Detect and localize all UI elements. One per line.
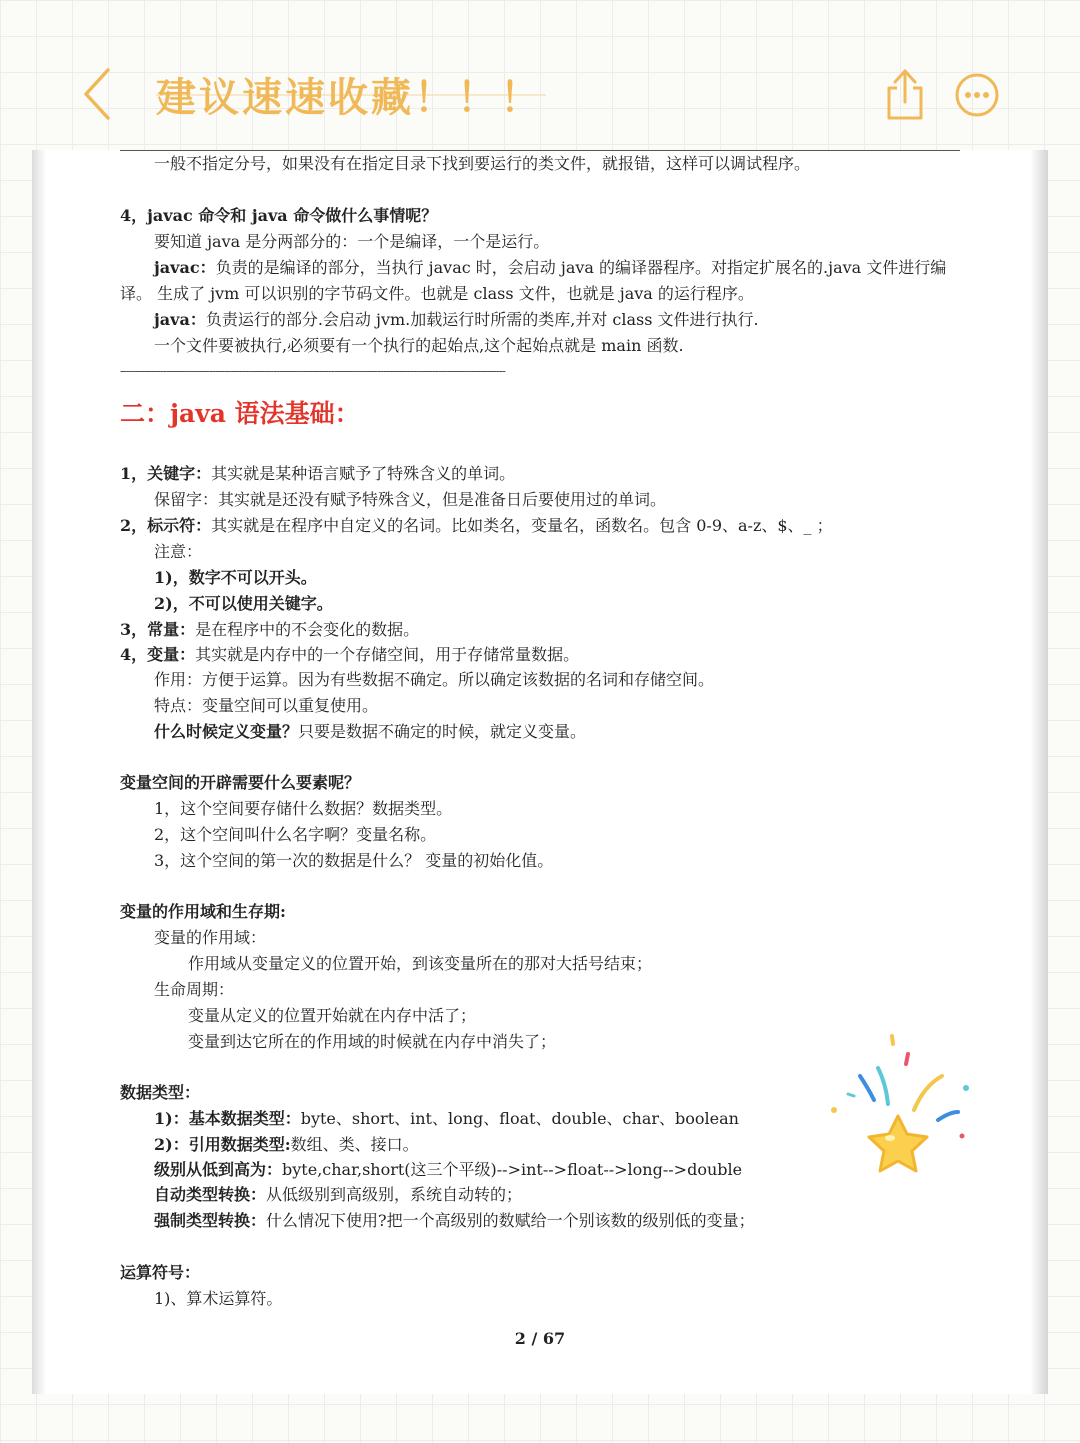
doc-line: 注意： — [154, 542, 203, 561]
doc-line: 生命周期： — [154, 980, 235, 999]
term: 自动类型转换： — [154, 1185, 267, 1204]
term: 4，变量： — [120, 645, 196, 664]
page-edge-right — [1030, 150, 1048, 1394]
definition: 只要是数据不确定的时候，就定义变量。 — [298, 722, 587, 741]
doc-line: 作用域从变量定义的位置开始，到该变量所在的那对大括号结束； — [188, 954, 653, 973]
term: 强制类型转换： — [154, 1211, 267, 1230]
doc-line: 1)，数字不可以开头。 — [154, 568, 317, 587]
list-item — [120, 620, 419, 640]
definition: byte、short、int、long、float、double、char、boolean — [300, 1109, 739, 1128]
definition: 其实就是在程序中自定义的名词。比如类名，变量名，函数名。包含 0-9、a-z、$、_ ； — [211, 516, 833, 535]
definition: 其实就是内存中的一个存储空间，用于存储常量数据。 — [195, 645, 580, 664]
doc-line — [154, 1211, 755, 1231]
term: java： — [154, 310, 206, 329]
definition: 什么情况下使用?把一个高级别的数赋给一个别该数的级别低的变量； — [266, 1211, 755, 1230]
doc-line: 变量到达它所在的作用域的时候就在内存中消失了； — [188, 1032, 557, 1051]
term: 什么时候定义变量？ — [154, 722, 299, 741]
doc-line — [154, 310, 759, 330]
subheading: 变量空间的开辟需要什么要素呢？ — [120, 773, 361, 792]
doc-line: 2，这个空间叫什么名字啊？变量名称。 — [154, 825, 437, 844]
term: 级别从低到高为： — [154, 1160, 283, 1179]
definition: 是在程序中的不会变化的数据。 — [195, 620, 420, 639]
subheading: 数据类型： — [120, 1083, 201, 1102]
star-sticker — [826, 1028, 976, 1188]
term: javac： — [154, 258, 216, 277]
page-title: 建议速速收藏！！！ — [156, 75, 543, 121]
term: 1，关键字： — [120, 464, 212, 483]
sparkle-star-icon — [826, 1028, 976, 1188]
separator: ------------------------------------------------------------------------------------------------------------------------------ — [120, 364, 505, 378]
doc-line: 保留字：其实就是还没有赋予特殊含义，但是准备日后要使用过的单词。 — [154, 490, 667, 509]
definition: 数组、类、接口。 — [290, 1135, 419, 1154]
term: 3，常量： — [120, 620, 196, 639]
term: 2)：引用数据类型: — [154, 1135, 291, 1154]
list-item — [120, 464, 515, 484]
definition: 负责的是编译的部分，当执行 javac 时，会启动 java 的编译器程序。对指定扩展名的.java 文件进行编 — [215, 258, 947, 277]
doc-line: 2)，不可以使用关键字。 — [154, 594, 333, 613]
doc-line: 作用：方便于运算。因为有些数据不确定。所以确定该数据的名词和存储空间。 — [154, 670, 715, 689]
doc-line: 要知道 java 是分两部分的：一个是编译，一个是运行。 — [154, 232, 550, 251]
doc-line: 译。 生成了 jvm 可以识别的字节码文件。也就是 class 文件，也就是 java 的运行程序。 — [120, 284, 754, 303]
doc-line: 一个文件要被执行,必须要有一个执行的起始点,这个起始点就是 main 函数. — [154, 336, 684, 355]
list-item — [120, 645, 579, 665]
definition: 其实就是某种语言赋予了特殊含义的单词。 — [211, 464, 516, 483]
definition: byte,char,short(这三个平级)-->int-->float-->long-->double — [282, 1160, 743, 1179]
more-button[interactable] — [954, 72, 1000, 118]
page-number: 2 / 67 — [514, 1329, 566, 1348]
share-button[interactable] — [880, 64, 930, 124]
doc-line — [154, 1109, 739, 1129]
term: 2，标示符： — [120, 516, 212, 535]
subheading: 运算符号： — [120, 1263, 201, 1282]
doc-line — [154, 1160, 742, 1180]
page-top-rule — [120, 150, 960, 151]
share-icon — [880, 64, 930, 124]
doc-line — [154, 1185, 522, 1205]
doc-line: 3，这个空间的第一次的数据是什么？ 变量的初始化值。 — [154, 851, 554, 870]
doc-line — [154, 258, 946, 278]
term: 1)：基本数据类型： — [154, 1109, 301, 1128]
back-button[interactable] — [72, 64, 132, 124]
doc-line: 1)、算术运算符。 — [154, 1289, 283, 1308]
doc-line — [154, 722, 586, 742]
doc-line: 特点：变量空间可以重复使用。 — [154, 696, 379, 715]
page-edge-left — [32, 150, 46, 1394]
subheading: 变量的作用域和生存期: — [120, 902, 286, 921]
top-bar — [0, 0, 1080, 150]
doc-line: 一般不指定分号，如果没有在指定目录下找到要运行的类文件，就报错，这样可以调试程序。 — [154, 154, 811, 173]
section-heading: 二：java 语法基础： — [120, 399, 360, 428]
definition: 从低级别到高级别，系统自动转的； — [266, 1185, 523, 1204]
doc-line — [154, 1135, 419, 1155]
doc-line: 变量从定义的位置开始就在内存中活了； — [188, 1006, 477, 1025]
doc-line: 变量的作用域： — [154, 928, 267, 947]
doc-line: 1，这个空间要存储什么数据？数据类型。 — [154, 799, 453, 818]
chevron-left-icon — [72, 64, 132, 124]
more-icon — [954, 72, 1000, 118]
definition: 负责运行的部分.会启动 jvm.加载运行时所需的类库,并对 class 文件进行执行. — [205, 310, 759, 329]
list-item — [120, 516, 833, 536]
question-heading: 4，javac 命令和 java 命令做什么事情呢？ — [120, 206, 438, 225]
